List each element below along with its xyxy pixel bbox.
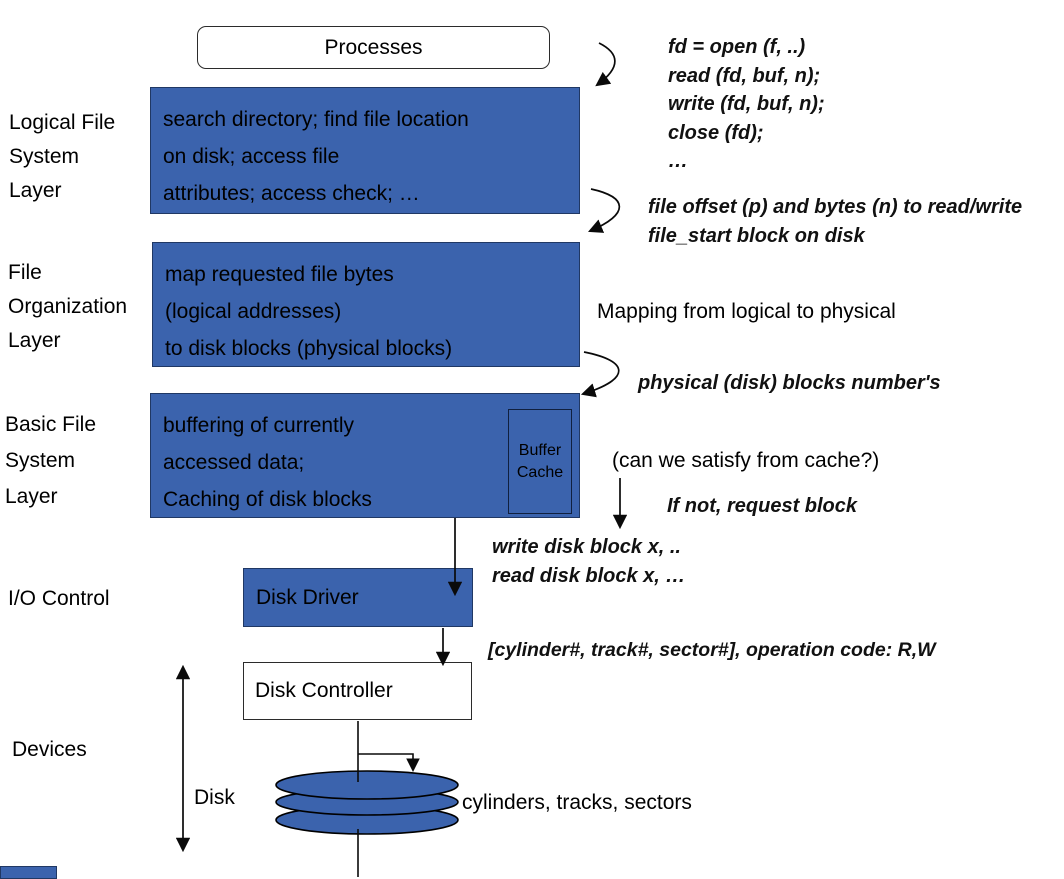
cylinder-operation-annotation: [cylinder#, track#, sector#], operation code: R,W [488,639,936,661]
disk-driver-label: Disk Driver [256,585,359,609]
syscall-line: close (fd); [668,121,764,144]
disk-controller-box [243,662,472,720]
label-line: Layer [5,485,58,508]
arrow-processes-to-logical [597,43,615,85]
organization-box-line: map requested file bytes [165,263,394,286]
arrow-organization-to-basic [583,352,619,394]
syscall-line: read (fd, buf, n); [668,64,821,87]
syscall-line: … [668,150,688,172]
file-organization-layer-label [8,256,127,358]
mapping-annotation: Mapping from logical to physical [597,300,896,323]
logical-box-line: attributes; access check; … [163,182,420,205]
buffer-cache-label: Cache [516,463,564,481]
annotation-line: file_start block on disk [648,224,865,247]
logical-box-line: on disk; access file [163,145,340,168]
basic-file-system-box [150,393,580,518]
basic-file-system-layer-label [5,407,96,515]
processes-label: Processes [324,35,423,59]
logical-file-system-box [150,87,580,214]
annotation-line: write disk block x, .. [492,536,681,558]
cache-question-annotation: (can we satisfy from cache?) [612,449,880,472]
label-line: File [8,261,42,284]
disk-label: Disk [194,786,235,809]
label-line: Logical File [9,111,116,134]
annotation-line: file offset (p) and bytes (n) to read/write [648,196,1023,218]
buffer-cache-label: Buffer [518,441,562,459]
controller-branch-arrow [358,754,413,770]
io-control-label: I/O Control [8,587,110,610]
basic-box-line: accessed data; [163,451,305,474]
devices-label: Devices [12,738,87,761]
organization-box-line: to disk blocks (physical blocks) [165,337,453,360]
label-line: System [5,449,76,472]
syscall-line: fd = open (f, ..) [668,36,806,58]
annotation-line: read disk block x, … [492,564,686,587]
physical-blocks-annotation: physical (disk) blocks number's [638,372,941,394]
read-write-block-annotation [492,533,685,590]
file-offset-annotation [648,193,1022,250]
arrow-logical-to-organization [590,189,619,231]
label-line: Layer [8,329,61,352]
disk-controller-label: Disk Controller [255,679,393,702]
label-line: System [9,145,80,168]
buffer-cache-box [508,409,572,514]
basic-box-line: Caching of disk blocks [163,488,372,511]
label-line: Organization [8,295,128,318]
logical-file-system-layer-label [9,106,115,208]
cylinders-tracks-sectors-annotation: cylinders, tracks, sectors [462,791,692,814]
processes-box [197,26,550,69]
syscall-line: write (fd, buf, n); [668,93,825,115]
syscall-annotation [668,33,825,176]
slide-corner-decoration [0,866,57,879]
label-line: Layer [9,179,62,202]
disk-driver-box [243,568,473,627]
label-line: Basic File [5,413,97,436]
file-organization-box [152,242,580,367]
disk-platters-icon [276,771,458,834]
if-not-annotation: If not, request block [667,495,858,517]
basic-box-line: buffering of currently [163,414,355,437]
organization-box-line: (logical addresses) [165,300,342,323]
logical-box-line: search directory; find file location [163,108,469,131]
